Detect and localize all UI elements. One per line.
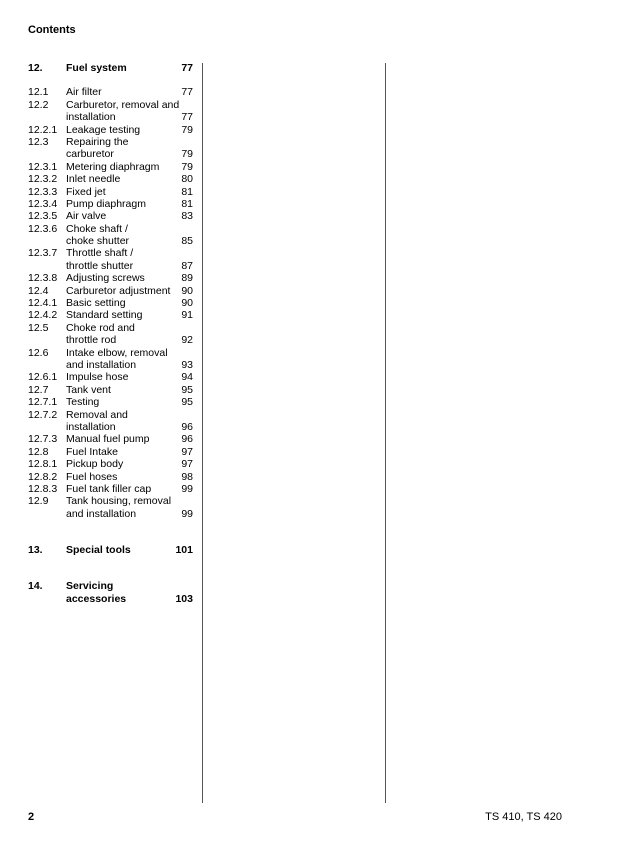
toc-entry: [28, 62, 193, 74]
toc-entry: [28, 495, 193, 520]
toc-entry-title: Fuel system: [66, 62, 127, 74]
toc-entry-page: [189, 99, 193, 111]
toc-entry-title: Testing: [66, 396, 100, 409]
toc-entry-title: throttle shutter: [66, 259, 134, 272]
toc-entry: [28, 483, 193, 495]
toc-entry-title: installation: [66, 111, 116, 124]
toc-entry: [28, 272, 193, 284]
toc-entry-title: Tank housing, removal: [66, 495, 172, 508]
toc-entry: [28, 544, 193, 556]
toc-entry-number: 12.3.2: [28, 173, 58, 186]
toc-entry-title: Throttle shaft /: [66, 247, 134, 260]
toc-entry: [28, 297, 193, 309]
column-divider-right: [385, 63, 386, 803]
toc-entry-page: 90: [181, 297, 193, 310]
toc-entry-number: 12.8.3: [28, 482, 58, 495]
toc-entry-title: installation: [66, 420, 116, 433]
toc-entry-number: 12.3.8: [28, 272, 58, 285]
toc-entry-number: 14.: [28, 580, 43, 593]
toc-entry-number: 12.4: [28, 284, 49, 297]
toc-entry-number: 12.7.1: [28, 396, 58, 409]
toc-entry-title: Air filter: [66, 86, 102, 99]
toc-entry-page: [189, 322, 193, 334]
toc-entry-title: Air valve: [66, 210, 107, 223]
toc-entry-title: throttle rod: [66, 334, 117, 347]
toc-entry-title: and installation: [66, 358, 137, 371]
toc-entry-title: Standard setting: [66, 309, 143, 322]
toc-entry: [28, 161, 193, 173]
toc-entry-title: Pickup body: [66, 458, 124, 471]
toc-entry: [28, 322, 193, 347]
toc-entry-page: 93: [181, 358, 193, 371]
toc-entry-number: 12.8.1: [28, 458, 58, 471]
toc-entry-page: 85: [181, 235, 193, 248]
toc-entry-number: 12.3.5: [28, 210, 58, 223]
table-of-contents: [28, 62, 193, 605]
toc-entry: [28, 285, 193, 297]
toc-entry-page: [189, 495, 193, 507]
toc-entry-number: 13.: [28, 544, 43, 557]
toc-entry: [28, 247, 193, 272]
toc-entry-number: 12.7.3: [28, 433, 58, 446]
toc-entry-title: Special tools: [66, 544, 131, 557]
toc-entry: [28, 446, 193, 458]
toc-entry-page: [189, 347, 193, 359]
toc-entry-title: Metering diaphragm: [66, 160, 160, 173]
toc-entry-page: 79: [181, 148, 193, 161]
toc-entry-page: 92: [181, 334, 193, 347]
toc-entry: [28, 396, 193, 408]
toc-entry-number: 12.5: [28, 321, 49, 334]
toc-entry: [28, 458, 193, 470]
toc-entry-title: and installation: [66, 507, 137, 520]
model-label: TS 410, TS 420: [485, 811, 562, 823]
toc-entry-title: Tank vent: [66, 383, 111, 396]
toc-entry-number: 12.9: [28, 495, 49, 508]
toc-entry-title: Removal and: [66, 408, 128, 421]
toc-entry-number: 12.2.1: [28, 123, 58, 136]
toc-entry-title: Pump diaphragm: [66, 197, 146, 210]
toc-entry: [28, 433, 193, 445]
toc-entry-page: 97: [181, 458, 193, 471]
toc-entry-page: 89: [181, 272, 193, 285]
toc-entry-page: 91: [181, 309, 193, 322]
toc-entry-title: Basic setting: [66, 297, 126, 310]
toc-entry-page: 101: [175, 544, 193, 557]
page-number: 2: [28, 811, 35, 823]
toc-entry-number: 12.3.3: [28, 185, 58, 198]
toc-entry-page: [189, 223, 193, 235]
toc-entry: [28, 580, 193, 605]
toc-entry-page: 81: [181, 185, 193, 198]
toc-entry-title: Leakage testing: [66, 123, 141, 136]
toc-entry-title: Carburetor adjustment: [66, 284, 171, 297]
toc-entry: [28, 409, 193, 434]
toc-entry: [28, 210, 193, 222]
toc-entry-title: Intake elbow, removal: [66, 346, 168, 359]
toc-entry-number: 12.4.2: [28, 309, 58, 322]
toc-entry-page: 95: [181, 396, 193, 409]
toc-entry-page: 77: [181, 86, 193, 99]
toc-entry: [28, 173, 193, 185]
page-header-title: Contents: [28, 24, 76, 36]
toc-entry-page: 94: [181, 371, 193, 384]
toc-entry: [28, 371, 193, 383]
toc-entry-title: Choke shaft /: [66, 222, 128, 235]
column-divider-left: [202, 63, 203, 803]
toc-entry-number: 12.3: [28, 135, 49, 148]
toc-entry-page: 99: [181, 507, 193, 520]
toc-entry-title: Repairing the: [66, 135, 129, 148]
toc-entry-page: 80: [181, 173, 193, 186]
toc-entry-title: Fuel Intake: [66, 445, 118, 458]
toc-entry-number: 12.1: [28, 86, 49, 99]
toc-entry-number: 12.6: [28, 346, 49, 359]
toc-entry: [28, 223, 193, 248]
toc-entry: [28, 384, 193, 396]
toc-entry: [28, 99, 193, 124]
toc-entry-number: 12.7: [28, 383, 49, 396]
toc-entry-title: accessories: [66, 592, 127, 605]
toc-entry: [28, 471, 193, 483]
toc-entry-page: 77: [181, 62, 193, 74]
toc-entry-title: Choke rod and: [66, 321, 135, 334]
toc-entry: [28, 347, 193, 372]
toc-entry-page: 96: [181, 420, 193, 433]
toc-entry-page: 79: [181, 160, 193, 173]
toc-entry-page: [189, 247, 193, 259]
toc-entry-number: 12.: [28, 62, 43, 74]
toc-entry-title: Inlet needle: [66, 173, 121, 186]
toc-entry: [28, 86, 193, 98]
toc-entry: [28, 136, 193, 161]
toc-entry-page: 95: [181, 383, 193, 396]
toc-entry-number: 12.2: [28, 98, 49, 111]
toc-entry-title: Adjusting screws: [66, 272, 145, 285]
toc-entry-number: 12.3.4: [28, 197, 58, 210]
toc-entry-page: 79: [181, 123, 193, 136]
toc-entry-page: 81: [181, 197, 193, 210]
toc-entry-page: 77: [181, 111, 193, 124]
toc-entry-page: [189, 136, 193, 148]
toc-entry-page: [189, 409, 193, 421]
toc-entry-number: 12.3.1: [28, 160, 58, 173]
toc-entry-page: 90: [181, 284, 193, 297]
toc-entry-page: 97: [181, 445, 193, 458]
toc-entry-title: carburetor: [66, 148, 114, 161]
toc-entry-number: 12.8.2: [28, 470, 58, 483]
toc-entry-page: [189, 580, 193, 592]
toc-entry-title: Fixed jet: [66, 185, 106, 198]
toc-entry-title: choke shutter: [66, 235, 130, 248]
toc-entry-page: 99: [181, 482, 193, 495]
toc-entry-page: 87: [181, 259, 193, 272]
toc-entry-number: 12.6.1: [28, 371, 58, 384]
toc-entry-number: 12.3.7: [28, 247, 58, 260]
toc-entry: [28, 309, 193, 321]
toc-entry-number: 12.7.2: [28, 408, 58, 421]
toc-entry-page: 98: [181, 470, 193, 483]
toc-entry-title: Fuel tank filler cap: [66, 482, 152, 495]
toc-entry-number: 12.4.1: [28, 297, 58, 310]
toc-entry-title: Impulse hose: [66, 371, 129, 384]
toc-entry: [28, 198, 193, 210]
toc-entry: [28, 186, 193, 198]
toc-entry-page: 103: [175, 592, 193, 605]
toc-entry-page: 83: [181, 210, 193, 223]
toc-entry-number: 12.3.6: [28, 222, 58, 235]
toc-entry-page: 96: [181, 433, 193, 446]
toc-entry: [28, 124, 193, 136]
toc-entry-title: Manual fuel pump: [66, 433, 150, 446]
toc-entry-title: Carburetor, removal and: [66, 98, 180, 111]
toc-entry-title: Servicing: [66, 580, 114, 593]
toc-entry-title: Fuel hoses: [66, 470, 118, 483]
toc-entry-number: 12.8: [28, 445, 49, 458]
